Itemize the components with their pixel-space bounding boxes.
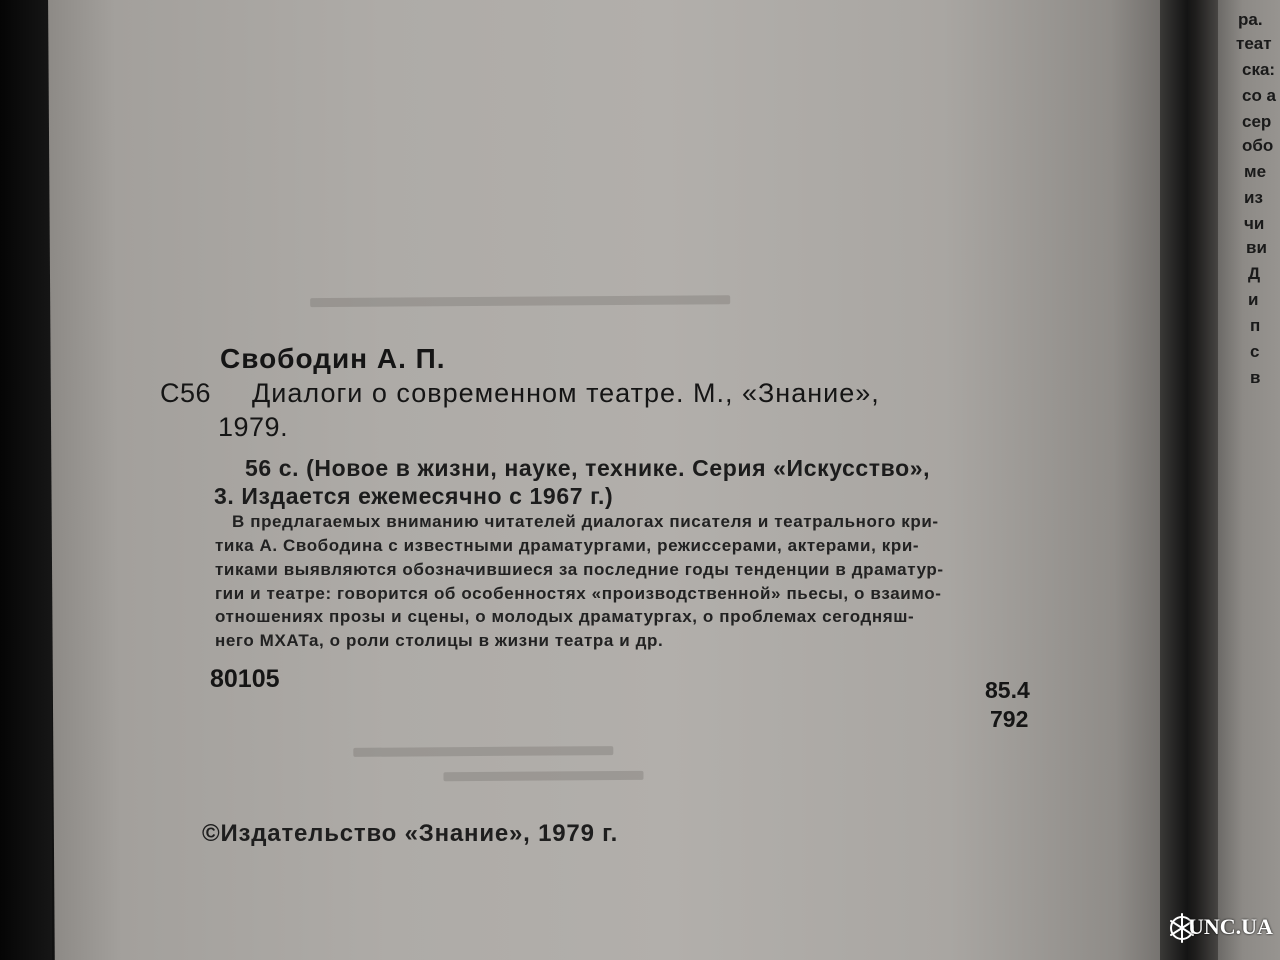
watermark-text: UNC.UA: [1188, 914, 1273, 939]
facing-page-fragment: из: [1244, 188, 1263, 207]
abstract-line: гии и театре: говорится об особенностях «производственной» пьесы, о взаимо-: [215, 584, 942, 603]
facing-page-fragment: обо: [1242, 136, 1274, 155]
facing-page-fragment: со а: [1242, 86, 1277, 105]
abstract-line: тика А. Свободина с известными драматургами, режиссерами, актерами, кри-: [215, 536, 920, 555]
copyright-line: ©Издательство «Знание», 1979 г.: [202, 820, 619, 847]
author-heading: Свободин А. П.: [220, 343, 446, 374]
facing-page-fragment: теат: [1236, 34, 1272, 53]
facing-page-fragment: Д: [1248, 264, 1261, 283]
site-watermark: [1168, 900, 1276, 954]
facing-page-fragment: и: [1248, 290, 1259, 309]
facing-page-fragment: ви: [1246, 238, 1267, 257]
bleed-through-text: [353, 746, 613, 757]
classification-code: С56: [160, 378, 212, 408]
book-title-line-1: Диалоги о современном театре. М., «Знание»,: [252, 378, 880, 408]
abstract-line: тиками выявляются обозначившиеся за последние годы тенденции в драматур-: [215, 560, 944, 579]
abstract-line: отношениях прозы и сцены, о молодых драматургах, о проблемах сегодняш-: [215, 607, 915, 626]
left-background: [0, 0, 52, 960]
abstract-line: него МХАТа, о роли столицы в жизни театра и др.: [215, 631, 664, 650]
facing-page-fragment: п: [1250, 316, 1261, 335]
facing-page-fragment: с: [1250, 342, 1260, 361]
facing-page-fragment: ска:: [1242, 60, 1276, 79]
facing-page-fragment: сер: [1242, 112, 1272, 131]
facing-page-fragment: ме: [1244, 162, 1267, 181]
book-title-line-2: 1979.: [218, 412, 289, 442]
facing-page-fragment: чи: [1244, 214, 1265, 233]
catalog-number: 80105: [210, 665, 280, 693]
bleed-through-text: [310, 295, 730, 307]
author-mark: 792: [990, 706, 1029, 732]
facing-page: [1218, 0, 1280, 960]
collation-line-2: 3. Издается ежемесячно с 1967 г.): [214, 483, 614, 509]
abstract-line: В предлагаемых вниманию читателей диалогах писателя и театрального кри-: [232, 512, 939, 531]
facing-page-fragment: ра.: [1238, 10, 1263, 29]
facing-page-fragment: в: [1250, 368, 1261, 387]
collation-line-1: 56 с. (Новое в жизни, науке, технике. Серия «Искусство»,: [245, 455, 931, 481]
class-number: 85.4: [985, 677, 1030, 703]
bleed-through-text: [443, 771, 643, 781]
book-gutter: [1160, 0, 1220, 960]
